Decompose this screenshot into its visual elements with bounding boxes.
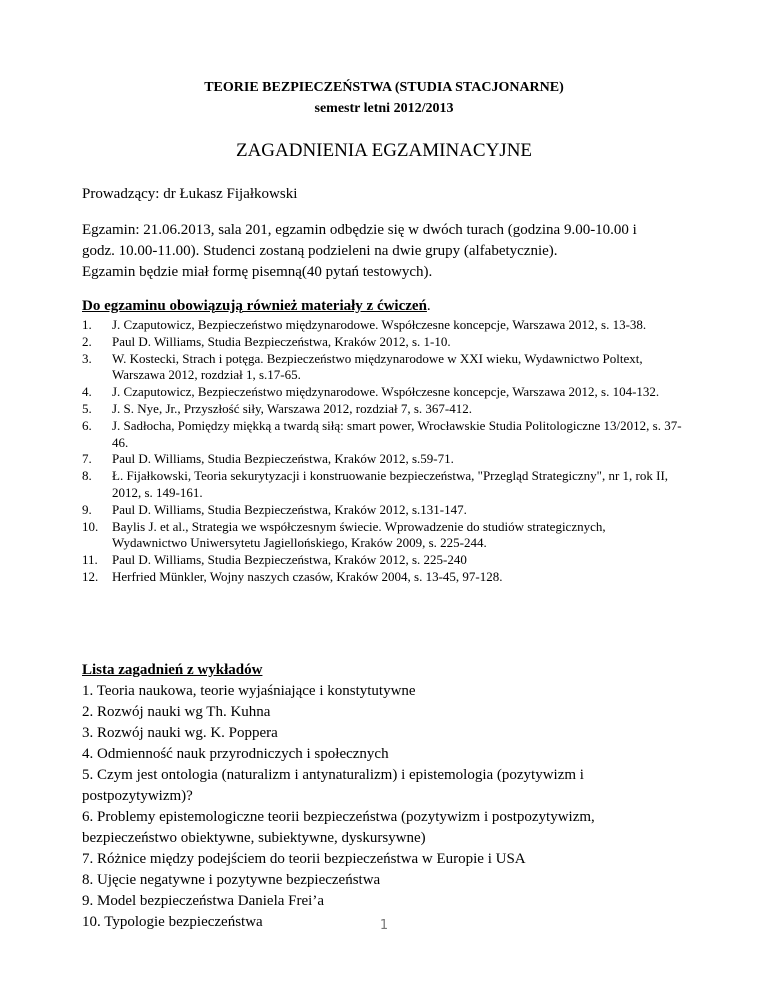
materials-list-item xyxy=(82,418,682,452)
exam-info-line-1: Egzamin: 21.06.2013, sala 201, egzamin odbędzie się w dwóch turach (godzina 9.00-10.00 i xyxy=(82,222,637,238)
materials-item-text: W. Kostecki, Strach i potęga. Bezpieczeństwo międzynarodowe w XXI wieku, Wydawnictwo Poltext, Warszawa 2012, rozdział 1, s.17-65. xyxy=(112,350,643,383)
materials-item-number: 4. xyxy=(82,384,92,400)
materials-list-item xyxy=(82,519,682,553)
materials-list-item xyxy=(82,468,682,502)
materials-item-text: J. Czaputowicz, Bezpieczeństwo międzynarodowe. Współczesne koncepcje, Warszawa 2012, s. 13-38. xyxy=(112,317,647,332)
lecture-topic-item: 5. Czym jest ontologia (naturalizm i antynaturalizm) i epistemologia (pozytywizm i postpozytywizm)? xyxy=(82,767,584,804)
main-heading: ZAGADNIENIA EGZAMINACYJNE xyxy=(235,140,533,161)
lectures-list xyxy=(82,681,692,933)
materials-item-text: Paul D. Williams, Studia Bezpieczeństwa, Kraków 2012, s.59-71. xyxy=(112,451,454,467)
materials-list-item xyxy=(82,351,682,385)
materials-item-number: 6. xyxy=(82,417,92,433)
materials-item-text: Paul D. Williams, Studia Bezpieczeństwa, Kraków 2012, s. 225-240 xyxy=(112,552,467,568)
materials-item-number: 9. xyxy=(82,501,92,517)
materials-heading xyxy=(82,298,431,315)
materials-list-item xyxy=(82,451,682,468)
lectures-section xyxy=(82,660,692,933)
materials-item-text: Paul D. Williams, Studia Bezpieczeństwa, Kraków 2012, s. 1-10. xyxy=(112,333,451,349)
materials-list-item xyxy=(82,569,682,586)
lecture-topic-item: 9. Model bezpieczeństwa Daniela Frei’a xyxy=(82,893,324,909)
materials-item-text: Herfried Münkler, Wojny naszych czasów, Kraków 2004, s. 13-45, 97-128. xyxy=(112,568,503,584)
materials-item-text: Paul D. Williams, Studia Bezpieczeństwa, Kraków 2012, s.131-147. xyxy=(112,501,467,517)
materials-item-number: 12. xyxy=(82,568,99,584)
materials-item-text: J. Czaputowicz, Bezpieczeństwo międzynarodowe. Współczesne koncepcje, Warszawa 2012, s. 104-132. xyxy=(112,384,660,400)
materials-item-text: J. S. Nye, Jr., Przyszłość siły, Warszawa 2012, rozdział 7, s. 367-412. xyxy=(112,400,473,416)
document-title: TEORIE BEZPIECZEŃSTWA (STUDIA STACJONARNE) xyxy=(204,80,564,95)
materials-heading-suffix: . xyxy=(426,298,431,314)
materials-item-text: Baylis J. et al., Strategia we współczesnym świecie. Wprowadzenie do studiów strategicznych, Wydawnictwo Uniwersytetu Jagiellońskiego, Kraków 2009, s. 225-244. xyxy=(112,518,606,551)
lecture-topic-item: 4. Odmienność nauk przyrodniczych i społecznych xyxy=(82,746,389,762)
materials-list xyxy=(82,317,682,586)
materials-item-number: 2. xyxy=(82,333,92,349)
page-number: 1 xyxy=(379,918,389,933)
materials-item-number: 1. xyxy=(82,317,92,332)
materials-list-item xyxy=(82,384,682,401)
lecture-topic-item: 7. Różnice między podejściem do teorii bezpieczeństwa w Europie i USA xyxy=(82,851,526,867)
lecture-topic-item: 3. Rozwój nauki wg. K. Poppera xyxy=(82,725,278,741)
materials-list-item xyxy=(82,334,682,351)
semester-label: semestr letni 2012/2013 xyxy=(314,101,454,116)
materials-item-number: 11. xyxy=(82,552,98,568)
lectures-heading: Lista zagadnień z wykładów xyxy=(82,662,263,678)
materials-item-number: 5. xyxy=(82,400,92,416)
materials-list-item xyxy=(82,401,682,418)
instructor-line: Prowadzący: dr Łukasz Fijałkowski xyxy=(82,186,298,202)
lecture-topic-item: 2. Rozwój nauki wg Th. Kuhna xyxy=(82,704,271,720)
materials-item-number: 10. xyxy=(82,518,99,534)
materials-item-number: 8. xyxy=(82,468,92,484)
materials-list-item xyxy=(82,502,682,519)
exam-info-line-3: Egzamin będzie miał formę pisemną(40 pytań testowych). xyxy=(82,264,433,280)
lecture-topic-item: 6. Problemy epistemologiczne teorii bezpieczeństwa (pozytywizm i postpozytywizm, bezpieczeństwo obiektywne, subiektywne, dyskursywne) xyxy=(82,809,595,846)
materials-item-number: 7. xyxy=(82,451,92,467)
materials-list-item xyxy=(82,552,682,569)
lecture-topic-item: 8. Ujęcie negatywne i pozytywne bezpieczeństwa xyxy=(82,872,381,888)
materials-item-text: J. Sadłocha, Pomiędzy miękką a twardą siłą: smart power, Wrocławskie Studia Politologiczne 13/2012, s. 37-46. xyxy=(112,417,682,450)
materials-item-number: 3. xyxy=(82,350,92,366)
materials-item-text: Ł. Fijałkowski, Teoria sekurytyzacji i konstruowanie bezpieczeństwa, "Przegląd Strategiczny", nr 1, rok II, 2012, s. 149-161. xyxy=(112,468,669,500)
lecture-topic-item: 1. Teoria naukowa, teorie wyjaśniające i konstytutywne xyxy=(82,683,416,699)
materials-heading-text: Do egzaminu obowiązują również materiały z ćwiczeń xyxy=(82,298,427,314)
exam-info-line-2: godz. 10.00-11.00). Studenci zostaną podzieleni na dwie grupy (alfabetycznie). xyxy=(82,243,558,259)
lecture-topic-item: 10. Typologie bezpieczeństwa xyxy=(82,914,263,930)
materials-list-item xyxy=(82,317,682,334)
